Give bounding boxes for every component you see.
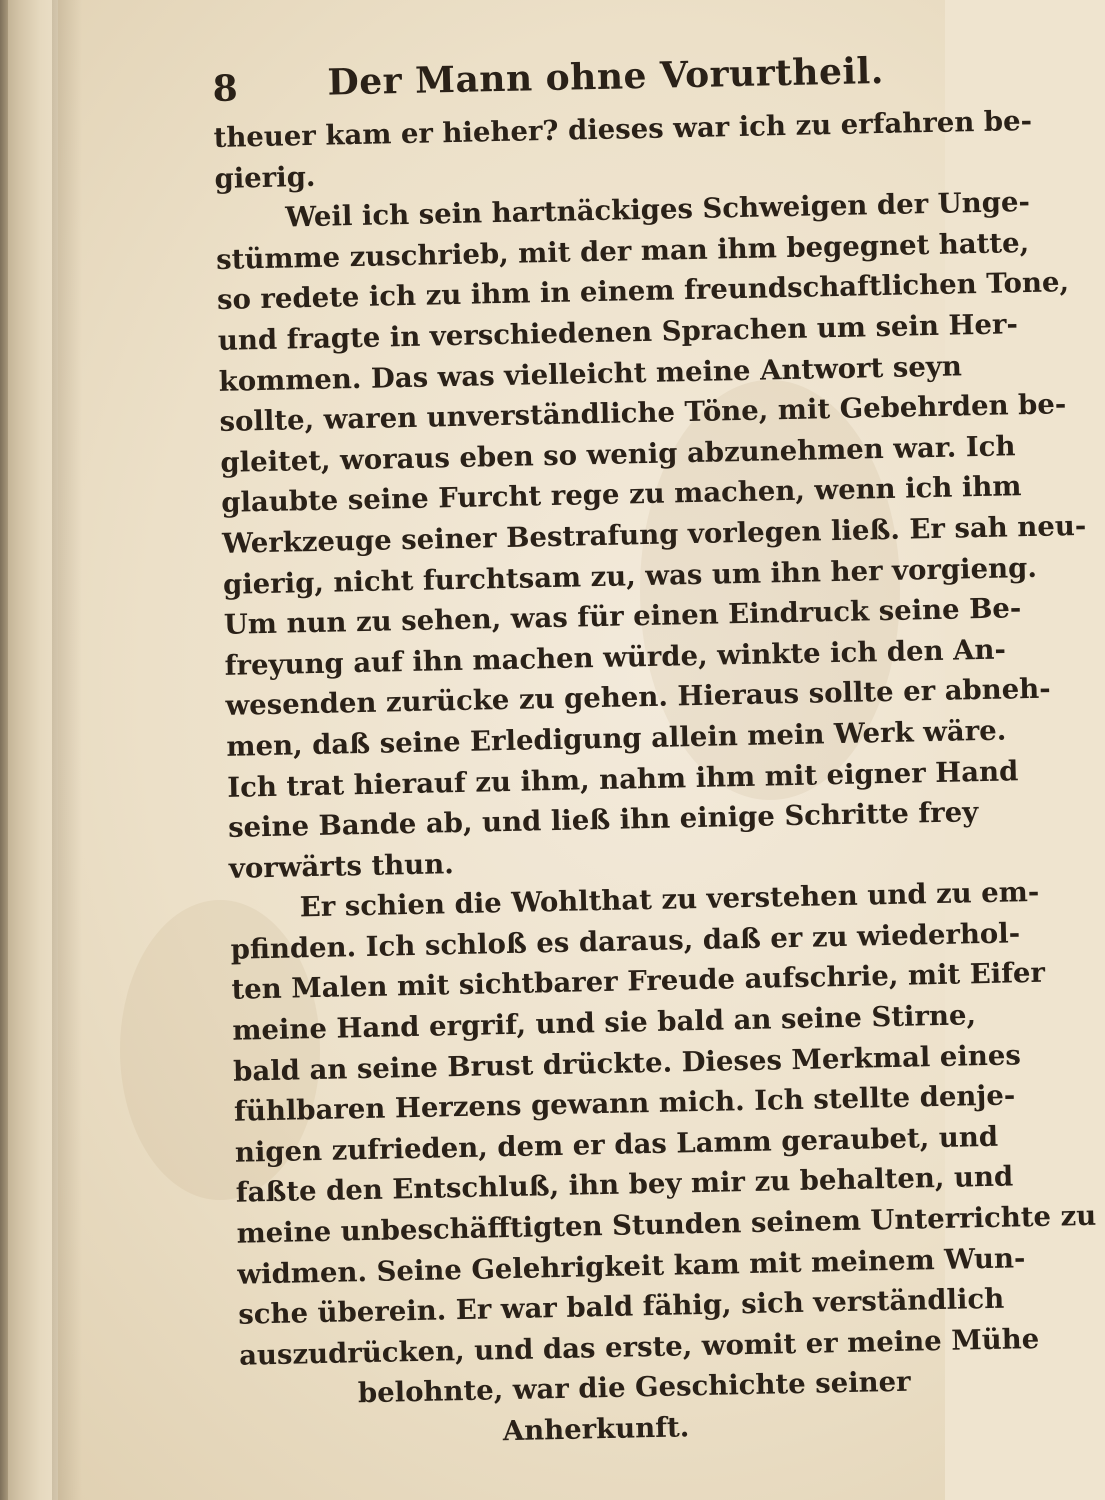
text-line: und fragte in verschiedenen Sprachen um sein Her- (217, 308, 1019, 357)
page-header (212, 44, 903, 112)
text-line: belohnte, war die Geschichte seiner (357, 1366, 911, 1410)
text-line: nigen zufrieden, dem er das Lamm geraubet, und (234, 1120, 999, 1169)
text-line: stümme zuschrieb, mit der man ihm begegnet hatte, (215, 226, 1030, 276)
text-line: so redete ich zu ihm in einem freundschaftlichen Tone, (216, 266, 1070, 317)
page-content (212, 44, 1097, 1458)
text-line: vorwärts thun. (228, 847, 455, 885)
text-line: Weil ich sein hartnäckiges Schweigen der Unge- (285, 186, 1031, 234)
text-line: Anherkunft. (502, 1411, 690, 1448)
text-line: ten Malen mit sichtbarer Freude aufschrie, mit Eifer (231, 957, 1046, 1007)
text-line: pfinden. Ich schloß es daraus, daß er zu wiederhol- (230, 917, 1021, 966)
text-line: meine Hand ergrif, und sie bald an seine Stirne, (232, 999, 977, 1047)
text-line: wesenden zurücke zu gehen. Hieraus sollte er abneh- (225, 672, 1051, 723)
page-number: 8 (212, 67, 239, 110)
text-line: bald an seine Brust drückte. Dieses Merkmal eines (232, 1038, 1022, 1088)
text-line: glaubte seine Furcht rege zu machen, wenn ich ihm (220, 470, 1022, 520)
text-line: sche überein. Er war bald fähig, sich verständlich (237, 1282, 1005, 1331)
body-text (213, 104, 1097, 1458)
text-line: meine unbeschäfftigten Stunden seinem Unterrichte zu (236, 1199, 1097, 1250)
book-binding (0, 0, 58, 1500)
text-line: gierig, nicht furchtsam zu, was um ihn her vorgieng. (222, 551, 1038, 601)
binding-edge (0, 0, 8, 1500)
text-line: Werkzeuge seiner Bestrafung vorlegen ließ. Er sah neu- (221, 509, 1087, 560)
text-line: auszudrücken, und das erste, womit er meine Mühe (238, 1322, 1040, 1372)
text-line: Um nun zu sehen, was für einen Eindruck seine Be- (223, 592, 1022, 641)
text-line: men, daß seine Erledigung allein mein Werk wäre. (226, 714, 1007, 763)
text-line: theuer kam er hieher? dieses war ich zu erfahren be- (213, 104, 1033, 154)
text-line: Ich trat hierauf zu ihm, nahm ihm mit eigner Hand (226, 754, 1019, 804)
text-line: kommen. Das was vielleicht meine Antwort seyn (218, 349, 963, 398)
text-line: widmen. Seine Gelehrigkeit kam mit meinem Wun- (237, 1241, 1026, 1291)
text-line: sollte, waren unverständliche Töne, mit Gebehrden be- (219, 388, 1067, 439)
running-head: Der Mann ohne Vorurtheil. (327, 49, 885, 104)
text-line: faßte den Entschluß, ihn bey mir zu behalten, und (235, 1160, 1014, 1210)
text-line: Er schien die Wohlthat zu verstehen und zu em- (299, 876, 1040, 924)
text-line: gierig. (214, 160, 316, 195)
text-line: gleitet, woraus eben so wenig abzunehmen war. Ich (220, 430, 1016, 479)
text-line: fühlbaren Herzens gewann mich. Ich stellte denje- (233, 1079, 1016, 1129)
text-line: seine Bande ab, und ließ ihn einige Schritte frey (227, 796, 979, 844)
gutter-shadow (52, 0, 82, 1500)
text-line: freyung auf ihn machen würde, winkte ich den An- (224, 633, 1007, 682)
